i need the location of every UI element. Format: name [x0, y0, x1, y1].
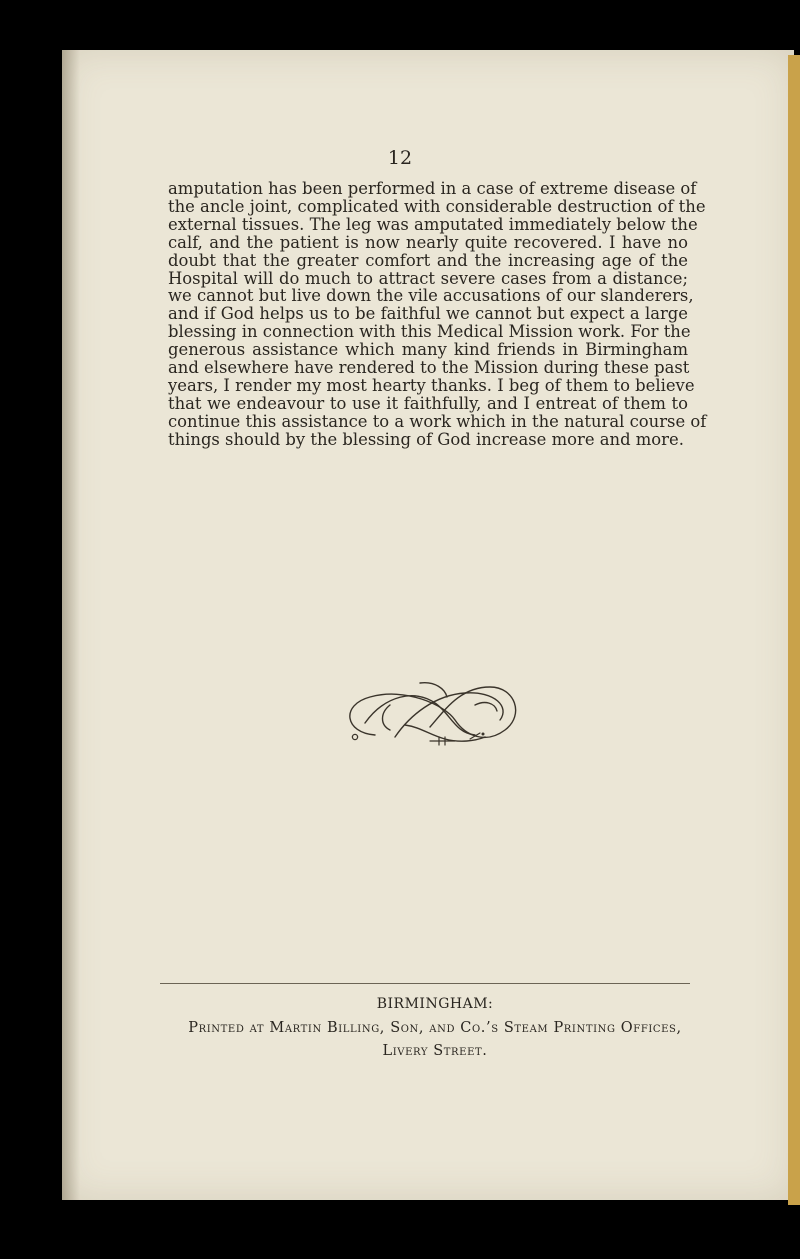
- text-line: Hospital will do much to attract severe cases from a distance;: [168, 268, 688, 288]
- text-line: continue this assistance to a work which in the natural course of: [168, 411, 707, 431]
- flourish-ornament-icon: [335, 675, 530, 755]
- text-line: that we endeavour to use it faithfully, and I entreat of them to: [168, 393, 688, 413]
- imprint-printer: Printed at Martin Billing, Son, and Co.’s Steam Printing Offices,: [188, 1020, 682, 1036]
- text-line: external tissues. The leg was amputated immediately below the: [168, 214, 698, 234]
- text-line: and if God helps us to be faithful we cannot but expect a large: [168, 304, 688, 324]
- text-line: amputation has been performed in a case of extreme disease of: [168, 179, 697, 198]
- text-line: years, I render my most hearty thanks. I beg of them to believe: [168, 375, 695, 395]
- text-line: calf, and the patient is now nearly quite recovered. I have no: [168, 232, 688, 252]
- text-line: doubt that the greater comfort and the increasing age of the: [168, 250, 688, 270]
- page-number: 12: [387, 147, 413, 169]
- body-paragraph: [168, 179, 707, 449]
- text-line: we cannot but live down the vile accusations of our slanderers,: [168, 286, 694, 306]
- text-line: things should by the blessing of God increase more and more.: [168, 429, 684, 449]
- text-line: the ancle joint, complicated with considerable destruction of the: [168, 196, 706, 216]
- text-line: generous assistance which many kind friends in Birmingham: [168, 340, 688, 360]
- imprint-street: Livery Street.: [382, 1043, 488, 1059]
- text-line: and elsewhere have rendered to the Mission during these past: [168, 358, 690, 378]
- text-line: blessing in connection with this Medical Mission work. For the: [168, 322, 691, 342]
- imprint-city: BIRMINGHAM:: [376, 996, 494, 1012]
- footer-rule: [160, 983, 690, 984]
